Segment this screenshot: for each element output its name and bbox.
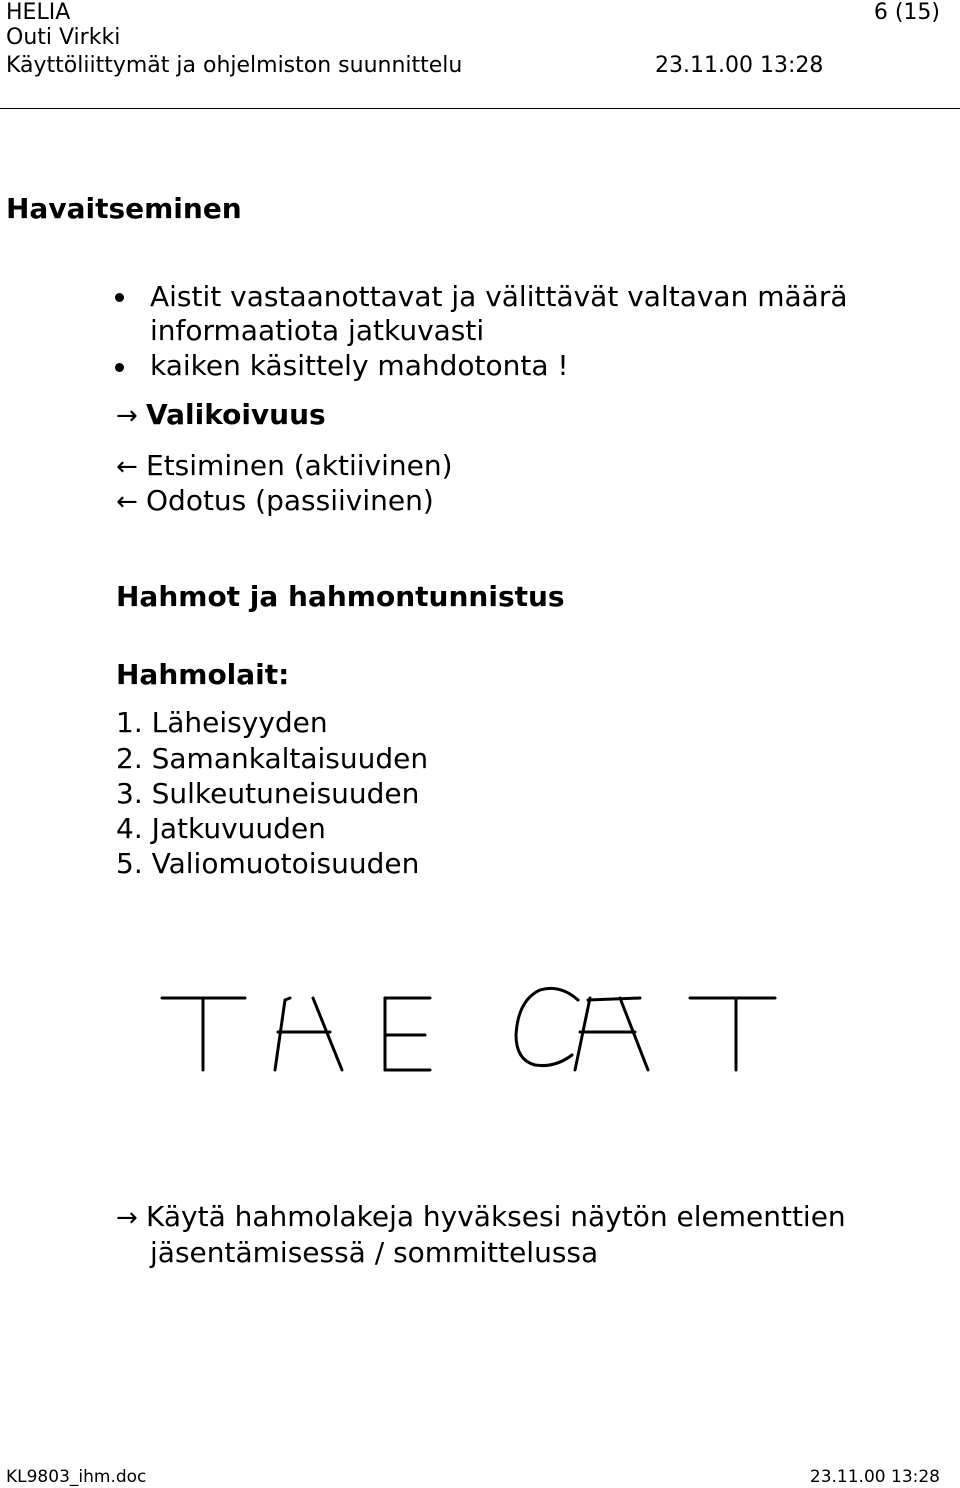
conclusion-text-continued: jäsentämisessä / sommittelussa bbox=[150, 1236, 599, 1269]
conclusion-line bbox=[116, 1200, 846, 1235]
footer-datetime: 23.11.00 13:28 bbox=[809, 1467, 940, 1487]
header-datetime: 23.11.00 13:28 bbox=[655, 53, 824, 78]
conclusion-text: Käytä hahmolakeja hyväksesi näytön elementtien bbox=[146, 1200, 846, 1233]
bullet-dot bbox=[115, 363, 124, 372]
law-item: 2. Samankaltaisuuden bbox=[116, 742, 429, 775]
selectivity-line bbox=[116, 398, 326, 433]
section-title: Havaitseminen bbox=[6, 192, 242, 225]
mode-label: Etsiminen (aktiivinen) bbox=[146, 449, 453, 482]
selectivity-label: Valikoivuus bbox=[146, 398, 326, 431]
header-rule bbox=[0, 108, 960, 109]
header-org: HELIA bbox=[6, 0, 71, 25]
law-item: 1. Läheisyyden bbox=[116, 706, 328, 739]
mode-label: Odotus (passiivinen) bbox=[146, 484, 434, 517]
bullet-text: kaiken käsittely mahdotonta ! bbox=[150, 349, 569, 382]
laws-heading: Hahmolait: bbox=[116, 658, 290, 691]
header-author: Outi Virkki bbox=[6, 25, 121, 50]
arrow-right-icon: → bbox=[116, 401, 138, 431]
law-item: 4. Jatkuvuuden bbox=[116, 812, 326, 845]
bullet-dot bbox=[115, 293, 124, 302]
bullet-text-continued: informaatiota jatkuvasti bbox=[150, 314, 485, 347]
footer-filename: KL9803_ihm.doc bbox=[6, 1467, 147, 1487]
arrow-left-icon: ← bbox=[116, 487, 138, 517]
header-page-number: 6 (15) bbox=[873, 0, 940, 25]
the-cat-illustration bbox=[0, 960, 960, 1090]
mode-line-passive bbox=[116, 484, 434, 519]
mode-line-active bbox=[116, 449, 453, 484]
pattern-heading: Hahmot ja hahmontunnistus bbox=[116, 580, 565, 613]
bullet-text: Aistit vastaanottavat ja välittävät valtavan määrä bbox=[150, 280, 848, 313]
law-item: 3. Sulkeutuneisuuden bbox=[116, 777, 420, 810]
header-course: Käyttöliittymät ja ohjelmiston suunnittelu bbox=[6, 53, 463, 78]
arrow-right-icon: → bbox=[116, 1203, 138, 1233]
arrow-left-icon: ← bbox=[116, 452, 138, 482]
law-item: 5. Valiomuotoisuuden bbox=[116, 847, 420, 880]
